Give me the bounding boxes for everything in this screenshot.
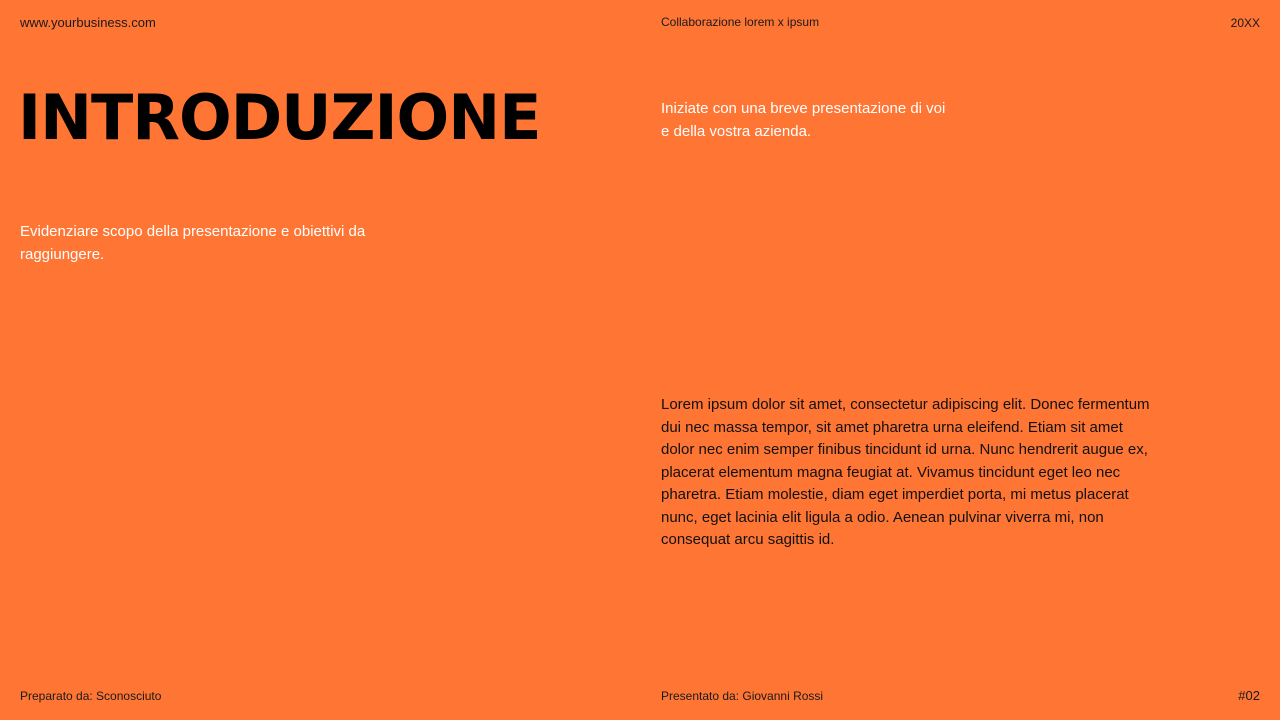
page-number: #02 xyxy=(1238,688,1260,703)
website-url: www.yourbusiness.com xyxy=(20,15,156,30)
intro-text: Iniziate con una breve presentazione di voi e della vostra azienda. xyxy=(661,100,946,140)
prepared-by: Preparato da: Sconosciuto xyxy=(20,689,162,703)
slide-title: INTRODUZIONE xyxy=(18,81,541,154)
collaboration-label: Collaborazione lorem x ipsum xyxy=(661,15,820,29)
body-paragraph: Lorem ipsum dolor sit amet, consectetur adipiscing elit. Donec fermentum dui nec massa tempor, sit amet pharetra urna eleifend. Etiam sit amet dolor nec enim semper finibus tincidunt id urna. Nunc hendrerit augue ex, placerat elementum magna feugiat at. Vivamus tincidunt eget leo nec pharetra. Etiam molestie, diam eget imperdiet porta, mi metus placerat nunc, eget lacinia elit ligula a odio. Aenean pulvinar viverra mi, non consequat arcu sagittis id. xyxy=(661,396,1150,548)
slide-subtitle: Evidenziare scopo della presentazione e obiettivi da raggiungere. xyxy=(20,223,366,263)
year-label: 20XX xyxy=(1230,16,1260,30)
presented-by: Presentato da: Giovanni Rossi xyxy=(661,689,824,703)
